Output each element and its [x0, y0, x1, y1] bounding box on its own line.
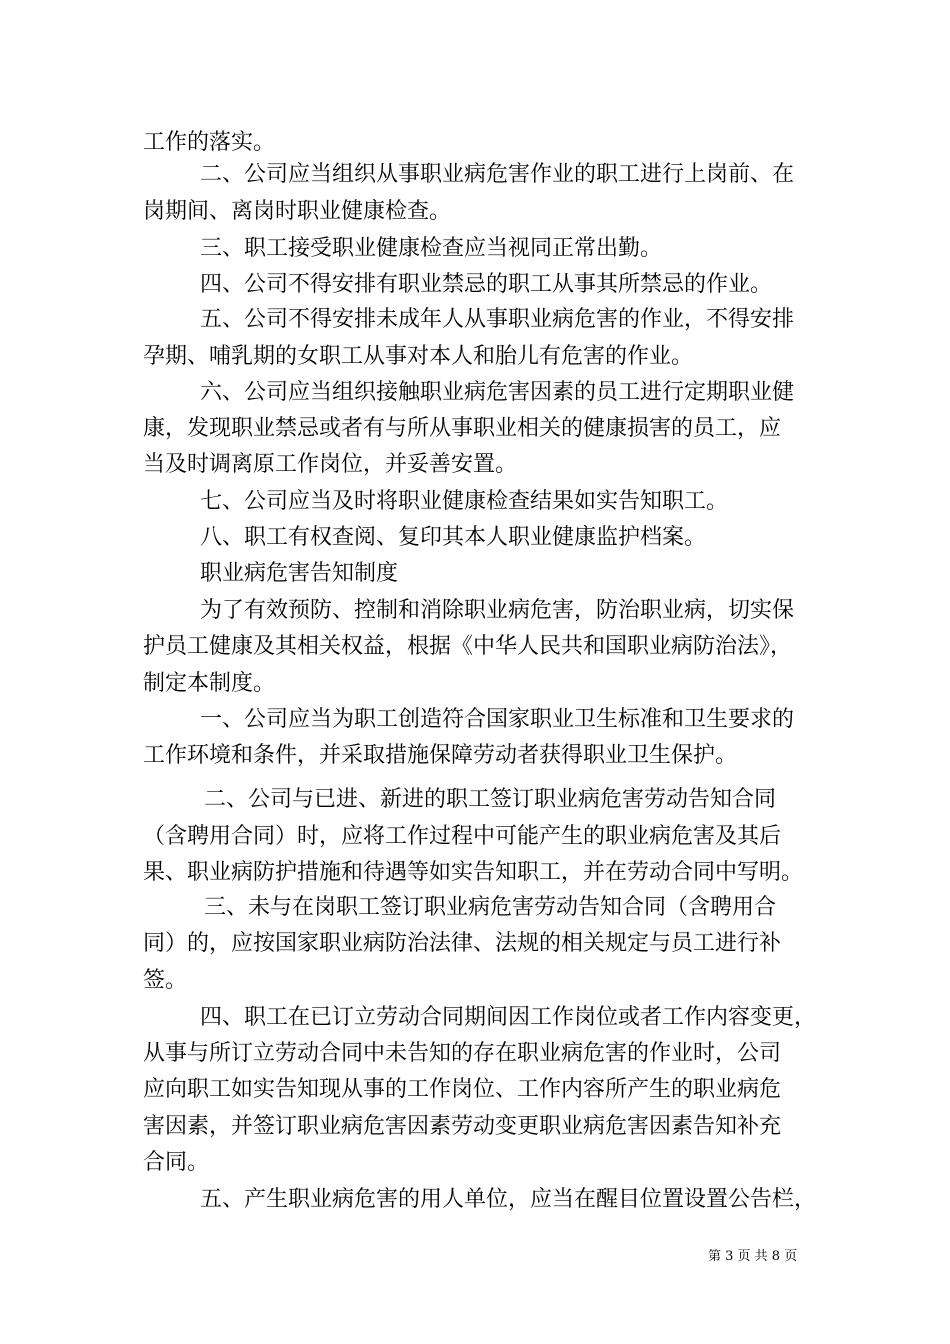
text-line: 从事与所订立劳动合同中未告知的存在职业病危害的作业时，公司 [143, 1041, 782, 1066]
text-line: 四、职工在已订立劳动合同期间因工作岗位或者工作内容变更， [200, 1005, 817, 1030]
text-line: 为了有效预防、控制和消除职业病危害，防治职业病，切实保 [200, 598, 795, 623]
text-line: 四、公司不得安排有职业禁忌的职工从事其所禁忌的作业。 [200, 272, 773, 297]
text-line: 合同。 [143, 1150, 210, 1175]
text-line: 三、未与在岗职工签订职业病危害劳动告知合同（含聘用合 [204, 895, 777, 920]
text-line: 五、公司不得安排未成年人从事职业病危害的作业，不得安排 [200, 307, 795, 332]
text-line: 应向职工如实告知现从事的工作岗位、工作内容所产生的职业病危 [143, 1077, 782, 1102]
text-line: 害因素，并签订职业病危害因素劳动变更职业病危害因素告知补充 [143, 1114, 782, 1139]
text-line: 同）的，应按国家职业病防治法律、法规的相关规定与员工进行补 [143, 931, 782, 956]
text-line: 三、职工接受职业健康检查应当视同正常出勤。 [200, 236, 663, 261]
text-line: 一、公司应当为职工创造符合国家职业卫生标准和卫生要求的 [200, 707, 795, 732]
text-line: 工作环境和条件，并采取措施保障劳动者获得职业卫生保护。 [143, 743, 738, 768]
page-number: 第 3 页 共 8 页 [708, 1249, 798, 1264]
text-line: 二、公司应当组织从事职业病危害作业的职工进行上岗前、在 [200, 162, 795, 187]
text-line: 七、公司应当及时将职业健康检查结果如实告知职工。 [200, 489, 729, 514]
text-line: 果、职业病防护措施和待遇等如实告知职工，并在劳动合同中写明。 [143, 860, 804, 885]
text-line: 签。 [143, 968, 188, 993]
text-line: 护员工健康及其相关权益，根据《中华人民共和国职业病防治法》， [143, 634, 793, 659]
text-line: 孕期、哺乳期的女职工从事对本人和胎儿有危害的作业。 [143, 344, 694, 369]
text-line: 工作的落实。 [143, 130, 276, 155]
text-line: 二、公司与已进、新进的职工签订职业病危害劳动告知合同 [204, 787, 777, 812]
section-title: 职业病危害告知制度 [200, 561, 399, 586]
text-line: 岗期间、离岗时职业健康检查。 [143, 199, 452, 224]
text-line: （含聘用合同）时，应将工作过程中可能产生的职业病危害及其后 [143, 824, 782, 849]
text-line: 五、产生职业病危害的用人单位，应当在醒目位置设置公告栏， [200, 1187, 817, 1212]
text-line: 康，发现职业禁忌或者有与所从事职业相关的健康损害的员工，应 [143, 416, 782, 441]
text-line: 制定本制度。 [143, 671, 276, 696]
text-line: 当及时调离原工作岗位，并妥善安置。 [143, 452, 518, 477]
text-line: 六、公司应当组织接触职业病危害因素的员工进行定期职业健 [200, 380, 795, 405]
text-line: 八、职工有权查阅、复印其本人职业健康监护档案。 [200, 525, 707, 550]
